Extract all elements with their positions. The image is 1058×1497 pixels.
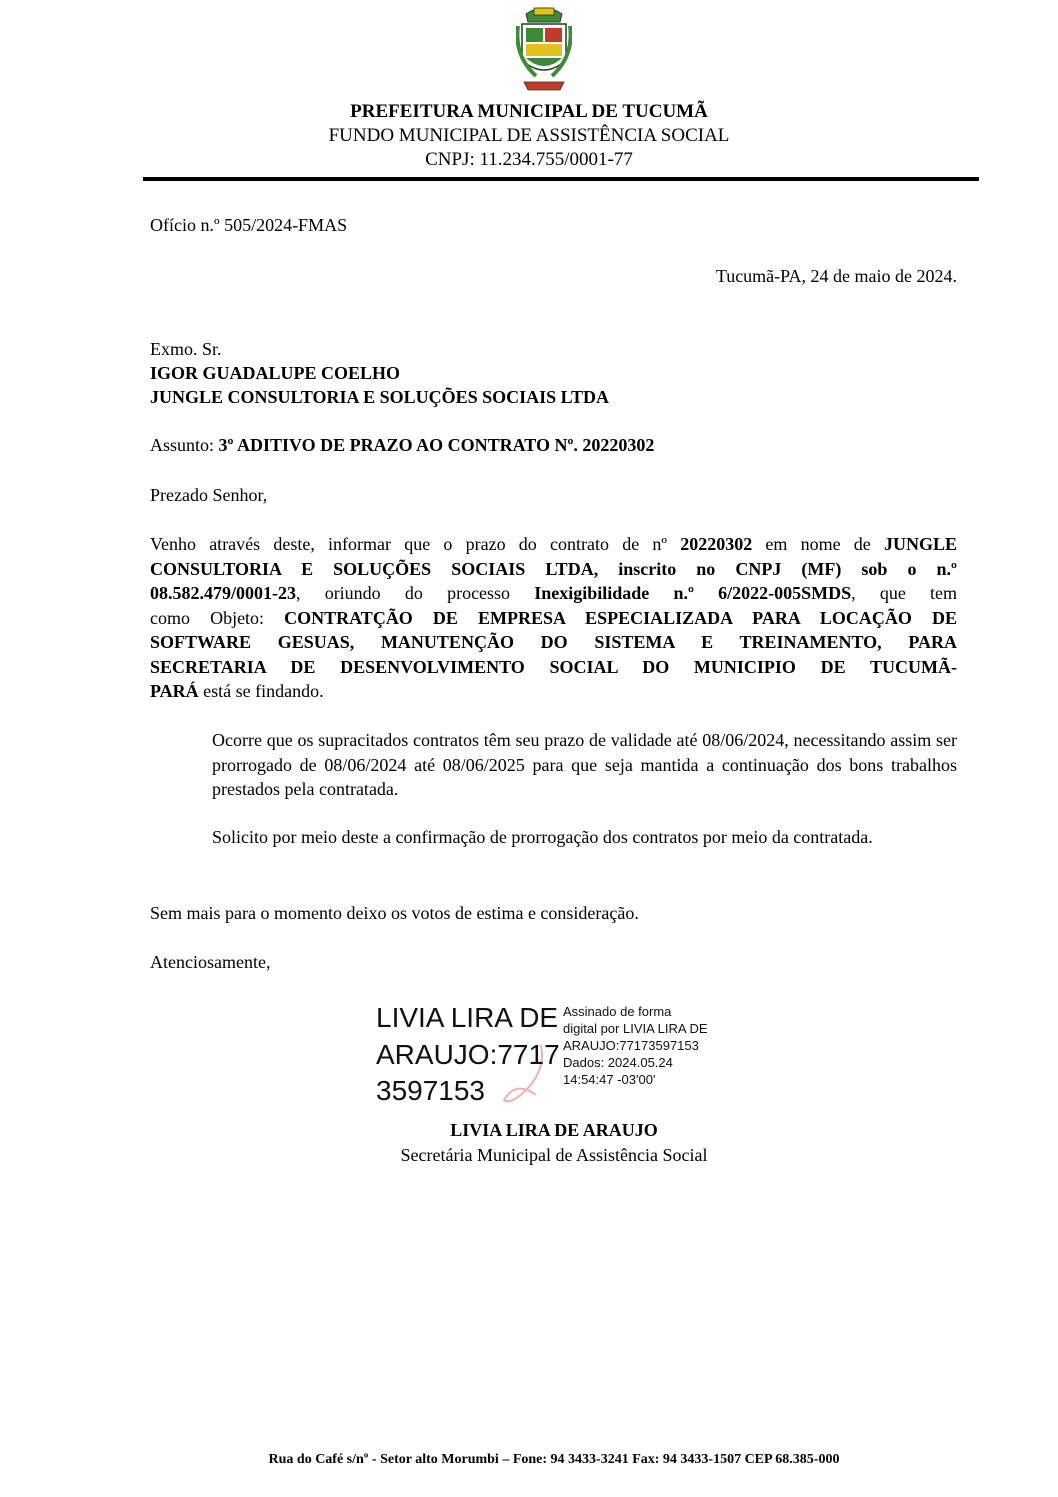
footer-address: Rua do Café s/nº - Setor alto Morumbi – Fone: 94 3433-3241 Fax: 94 3433-1507 CEP 68.385-000 xyxy=(268,1452,840,1467)
header-title: PREFEITURA MUNICIPAL DE TUCUMÃ xyxy=(350,101,708,122)
municipal-coat-of-arms-icon xyxy=(516,6,572,96)
paragraph-3: Solicito por meio deste a confirmação de prorrogação dos contratos por meio da contratada. xyxy=(212,827,873,847)
recipient-name: IGOR GUADALUPE COELHO xyxy=(150,363,401,383)
signer-name: LIVIA LIRA DE ARAUJO xyxy=(450,1120,658,1140)
subject-label: Assunto: xyxy=(150,435,215,455)
salutation-title: Exmo. Sr. xyxy=(150,339,222,359)
paragraph-2: Ocorre que os supracitados contratos têm seu prazo de validade até 08/06/2024, necessitando assim ser prorrogado de 08/06/2024 até 08/06/2025 para que seja mantida a continuação dos bons trabalhos prestados pela contratada. xyxy=(212,730,957,799)
subject-line xyxy=(150,433,654,457)
signer-role: Secretária Municipal de Assistência Social xyxy=(400,1145,708,1165)
paragraph-1-line: SOFTWARE GESUAS, MANUTENÇÃO DO SISTEMA E TREINAMENTO, PARA xyxy=(150,632,957,652)
closing: Atenciosamente, xyxy=(150,952,271,972)
paragraph-1-line: SECRETARIA DE DESENVOLVIMENTO SOCIAL DO MUNICIPIO DE TUCUMÃ- xyxy=(150,656,957,677)
signature-stamp-name-line-3: 3597153 xyxy=(376,1075,486,1106)
greeting: Prezado Senhor, xyxy=(150,485,268,505)
paragraph-1-line: como Objeto: CONTRATÇÃO DE EMPRESA ESPECIALIZADA PARA LOCAÇÃO DE xyxy=(150,607,957,628)
office-number: Ofício n.º 505/2024-FMAS xyxy=(150,215,348,235)
paragraph-4: Sem mais para o momento deixo os votos de estima e consideração. xyxy=(150,903,639,923)
place-date: Tucumã-PA, 24 de maio de 2024. xyxy=(715,266,957,286)
subject-text: 3º ADITIVO DE PRAZO AO CONTRATO Nº. 20220302 xyxy=(218,435,655,455)
paragraph-1-line: Venho através deste, informar que o prazo do contrato de nº 20220302 em nome de JUNGLE xyxy=(150,534,958,554)
signature-stamp-name-line-2: ARAUJO:7717 xyxy=(376,1039,560,1070)
paragraph-1-line: 08.582.479/0001-23, oriundo do processo Inexigibilidade n.º 6/2022-005SMDS, que tem xyxy=(150,583,958,603)
header-cnpj: CNPJ: 11.234.755/0001-77 xyxy=(425,149,633,170)
header-subtitle: FUNDO MUNICIPAL DE ASSISTÊNCIA SOCIAL xyxy=(328,125,730,146)
signature-stamp-metadata: Assinado de forma digital por LIVIA LIRA DE ARAUJO:77173597153 Dados: 2024.05.24 14:54:47 -03'00' xyxy=(563,1004,708,1087)
header-divider xyxy=(143,177,979,181)
paragraph-1 xyxy=(150,532,957,704)
signature-stamp-name-line-1: LIVIA LIRA DE xyxy=(376,1002,559,1033)
paragraph-1-line: PARÁ está se findando. xyxy=(150,681,324,701)
paragraph-1-line: CONSULTORIA E SOLUÇÕES SOCIAIS LTDA, inscrito no CNPJ (MF) sob o n.º xyxy=(150,558,957,579)
recipient-company: JUNGLE CONSULTORIA E SOLUÇÕES SOCIAIS LTDA xyxy=(150,387,609,407)
